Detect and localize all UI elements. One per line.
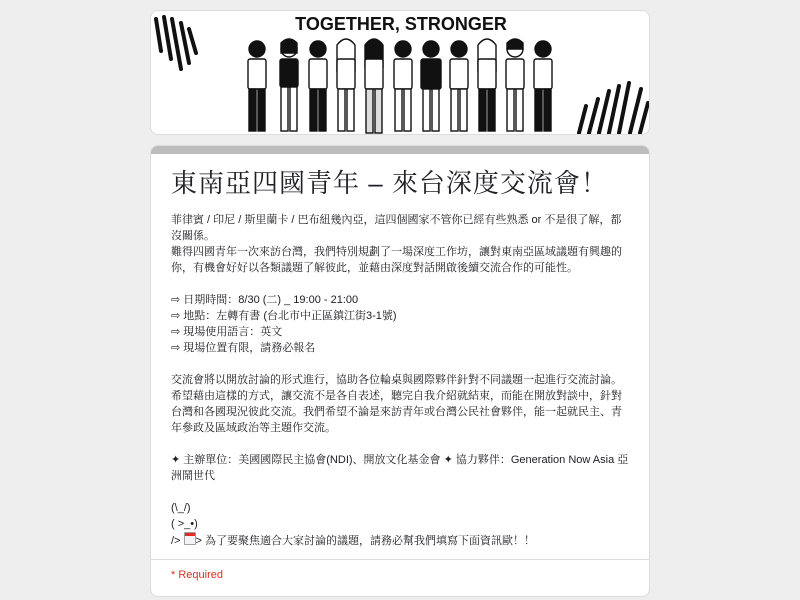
form-header-card bbox=[150, 145, 650, 597]
description-line bbox=[171, 532, 629, 549]
line-suffix: > 為了要聚焦適合大家討論的議題，請務必幫我們填寫下面資訊歐！！ bbox=[195, 535, 536, 547]
card-accent-bar bbox=[151, 146, 649, 154]
header-banner bbox=[150, 10, 650, 135]
description-line: ( >_•) bbox=[171, 518, 198, 530]
description-line: 難得四國青年一次來訪台灣，我們特別規劃了一場深度工作坊，讓對東南亞區域議題有興趣的你，有機會好好以各類議題了解彼此，並藉由深度對話開啟後續交流合作的可能性。 bbox=[171, 246, 622, 274]
description-line: 菲律賓 / 印尼 / 斯里蘭卡 / 巴布紐幾內亞，這四個國家不管你已經有些熟悉 or 不是很了解，都沒關係。 bbox=[171, 214, 622, 242]
description-line: ⇨ 日期時間：8/30 (二) _ 19:00 - 21:00 bbox=[171, 294, 359, 306]
description-line: ✦ 主辦單位：美國國際民主協會(NDI)、開放文化基金會 ✦ 協力夥伴：Generation Now Asia 亞洲鬧世代 bbox=[171, 454, 629, 482]
required-note: * Required bbox=[171, 569, 223, 581]
people-illustration bbox=[248, 39, 552, 133]
line-prefix: /> bbox=[171, 535, 184, 547]
divider bbox=[151, 559, 649, 560]
description-line: ⇨ 現場使用語言：英文 bbox=[171, 326, 283, 338]
clipboard-icon bbox=[184, 532, 196, 545]
banner-headline: TOGETHER, STRONGER bbox=[295, 14, 507, 34]
description-line: ⇨ 地點：左轉有書 (台北市中正區鎮江街3-1號) bbox=[171, 310, 397, 322]
form-title: 東南亞四國青年 – 來台深度交流會！ bbox=[171, 168, 608, 198]
description-line: ⇨ 現場位置有限，請務必報名 bbox=[171, 342, 316, 354]
form-description bbox=[171, 212, 629, 549]
description-line: 交流會將以開放討論的形式進行，協助各位輪桌與國際夥伴針對不同議題一起進行交流討論。希望藉由這樣的方式，讓交流不是各自表述，聽完自我介紹就結束，而能在開放對談中，針對台灣和各國現況彼此交流。我們希望不論是來訪青年或台灣公民社會夥伴，能一起就民主、青年參政及區域政治等主題作交流。 bbox=[171, 374, 622, 434]
description-line: (\_/) bbox=[171, 502, 191, 514]
